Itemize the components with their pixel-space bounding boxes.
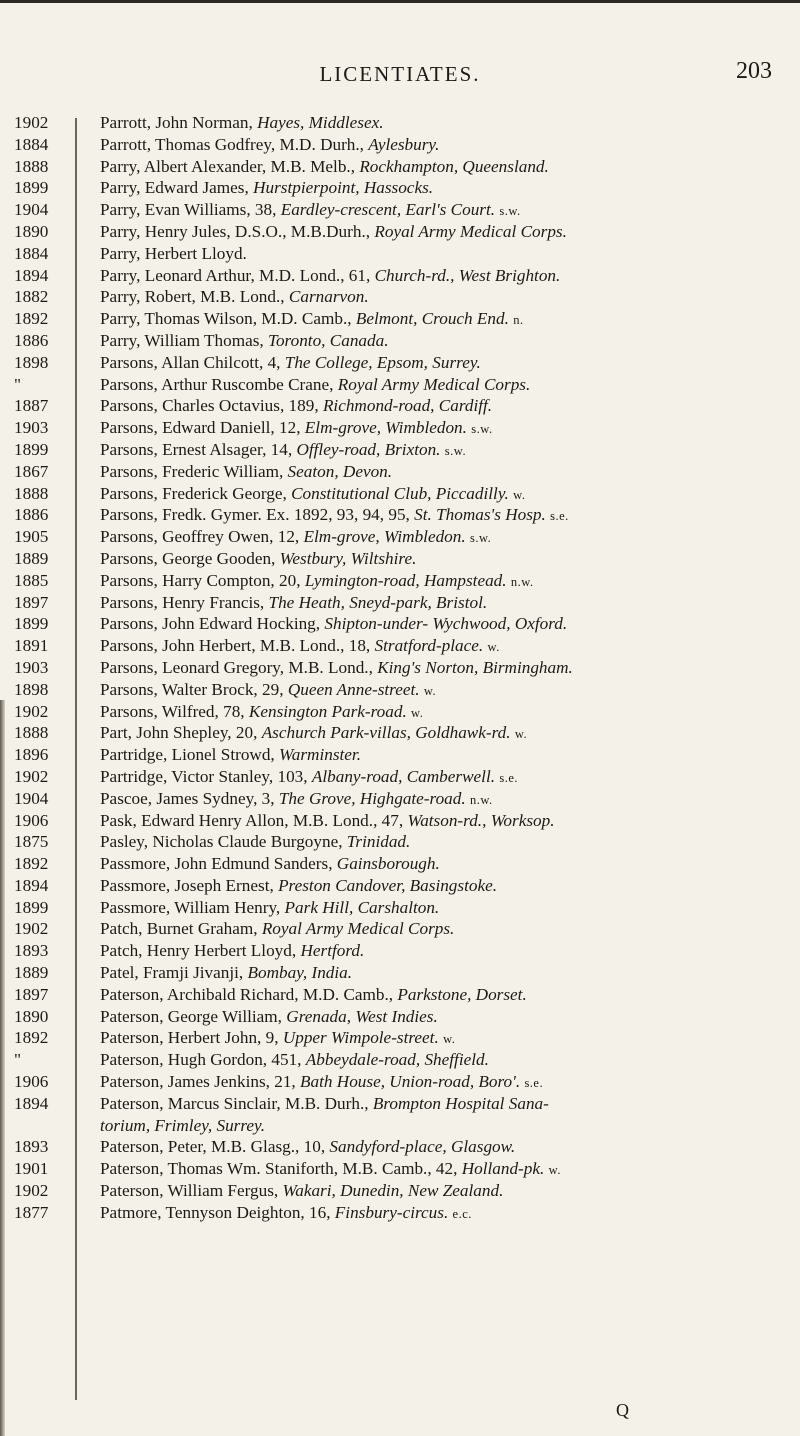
entry-text xyxy=(100,548,794,570)
entry-year: 1899 xyxy=(14,614,49,634)
entry-address: Church-rd., West Brighton. xyxy=(374,265,561,285)
entry-name-qualifications: Parsons, George Gooden, xyxy=(100,548,280,568)
entry-name-qualifications: Partridge, Victor Stanley, 103, xyxy=(100,766,312,786)
entry-address: Carnarvon. xyxy=(288,287,369,307)
entry-postal-district: s.w. xyxy=(471,422,493,437)
entry-address: Rockhampton, Queensland. xyxy=(359,156,549,176)
list-item xyxy=(14,352,794,374)
running-head: LICENTIATES. xyxy=(319,62,481,86)
list-item xyxy=(14,1027,794,1049)
list-item xyxy=(14,156,794,178)
entry-address: Aschurch Park-villas, Goldhawk-rd. xyxy=(261,723,511,743)
entry-year: 1903 xyxy=(14,418,49,438)
entry-year: 1877 xyxy=(14,1202,49,1222)
entry-name-qualifications: Parsons, Frederic William, xyxy=(100,461,288,481)
entry-address: Upper Wimpole-street. xyxy=(282,1028,439,1048)
entry-year: 1882 xyxy=(14,287,49,307)
entry-address: torium, Frimley, Surrey. xyxy=(100,1115,266,1135)
entry-text xyxy=(100,722,794,744)
entry-name-qualifications: Parry, Edward James, xyxy=(100,178,254,198)
entry-address: Stratford-place. xyxy=(374,636,484,656)
entry-name-qualifications: Paterson, Peter, M.B. Glasg., 10, xyxy=(100,1137,330,1157)
entry-name-qualifications: Parry, William Thomas, xyxy=(100,330,268,350)
entry-postal-district: w. xyxy=(423,683,437,698)
entry-name-qualifications: Parsons, John Edward Hocking, xyxy=(100,614,325,634)
entry-address: St. Thomas's Hosp. xyxy=(414,505,546,525)
entry-name-qualifications: Parry, Henry Jules, D.S.O., M.B.Durh., xyxy=(100,221,375,241)
entry-address: Bath House, Union-road, Boro'. xyxy=(300,1072,521,1092)
list-item xyxy=(14,744,794,766)
entry-postal-district: s.e. xyxy=(524,1076,544,1091)
list-item xyxy=(14,962,794,984)
entry-address: Belmont, Crouch End. xyxy=(355,309,509,329)
entry-text xyxy=(100,1180,794,1202)
list-item xyxy=(14,526,794,548)
entry-address: Gainsborough. xyxy=(336,854,440,874)
entry-address: Shipton-under- Wychwood, Oxford. xyxy=(324,614,568,634)
entry-address: The Grove, Highgate-road. xyxy=(278,788,466,808)
entry-year: 1893 xyxy=(14,1137,49,1157)
entry-name-qualifications: Parsons, John Herbert, M.B. Lond., 18, xyxy=(100,636,375,656)
entry-address: Aylesbury. xyxy=(368,134,440,154)
list-item xyxy=(14,613,794,635)
entry-address: Albany-road, Camberwell. xyxy=(311,766,496,786)
entry-postal-district: s.w. xyxy=(444,443,467,458)
entry-address: Abbeydale-road, Sheffield. xyxy=(305,1050,489,1070)
list-item xyxy=(14,330,794,352)
entry-name-qualifications: Parrott, John Norman, xyxy=(100,113,258,132)
entry-name-qualifications: Passmore, John Edmund Sanders, xyxy=(100,854,337,874)
list-item xyxy=(14,221,794,243)
entry-year: 1884 xyxy=(14,243,49,263)
entry-address: Toronto, Canada. xyxy=(267,330,389,350)
list-item xyxy=(14,1006,794,1028)
entry-text xyxy=(100,112,794,134)
entry-address: The Heath, Sneyd-park, Bristol. xyxy=(268,592,488,612)
entry-postal-district: w. xyxy=(411,705,424,720)
entry-text xyxy=(100,461,794,483)
entry-name-qualifications: Passmore, Joseph Ernest, xyxy=(100,875,279,895)
entry-year: 1899 xyxy=(14,178,49,198)
entry-address: Finsbury-circus. xyxy=(334,1202,449,1222)
entry-text xyxy=(100,134,794,156)
entry-text xyxy=(100,156,794,178)
entry-name-qualifications: Passmore, William Henry, xyxy=(100,897,285,917)
entry-name-qualifications: Patch, Henry Herbert Lloyd, xyxy=(100,941,301,961)
entry-text xyxy=(100,1049,794,1071)
entry-year: 1902 xyxy=(14,919,49,939)
entry-address: Park Hill, Carshalton. xyxy=(284,897,440,917)
entry-name-qualifications: Parrott, Thomas Godfrey, M.D. Durh., xyxy=(100,134,369,154)
list-item xyxy=(14,548,794,570)
list-item xyxy=(14,766,794,788)
entry-text xyxy=(100,788,794,810)
entry-address: Westbury, Wiltshire. xyxy=(279,548,417,568)
signature-mark: Q xyxy=(616,1400,629,1420)
entry-name-qualifications: Parsons, Leonard Gregory, M.B. Lond., xyxy=(100,657,378,677)
entry-text xyxy=(100,439,794,461)
entry-text xyxy=(100,679,794,701)
entry-list xyxy=(14,112,794,1224)
entry-year: 1897 xyxy=(14,592,49,612)
entry-year: 1902 xyxy=(14,701,49,721)
entry-address: Hayes, Middlesex. xyxy=(257,113,384,132)
entry-address: Eardley-crescent, Earl's Court. xyxy=(280,200,496,220)
entry-name-qualifications: Parsons, Frederick George, xyxy=(100,483,292,503)
list-item xyxy=(14,1180,794,1202)
entry-name-qualifications: Paterson, James Jenkins, 21, xyxy=(100,1072,301,1092)
entry-text xyxy=(100,635,794,657)
entry-year: 1892 xyxy=(14,854,49,874)
entry-address: Trinidad. xyxy=(346,832,411,852)
entry-text xyxy=(100,1027,794,1049)
entry-name-qualifications: Parsons, Fredk. Gymer. Ex. 1892, 93, 94, 95, xyxy=(100,505,415,525)
entry-year: 1889 xyxy=(14,963,49,983)
entry-postal-district: s.w. xyxy=(499,204,521,219)
entry-year: 1892 xyxy=(14,309,49,329)
entry-name-qualifications: Paterson, Thomas Wm. Staniforth, M.B. Camb., 42, xyxy=(100,1159,462,1179)
entry-year: 1886 xyxy=(14,505,49,525)
entry-year: 1906 xyxy=(14,810,49,830)
entry-text xyxy=(100,1071,794,1093)
list-item xyxy=(14,635,794,657)
entry-postal-district: w. xyxy=(443,1032,456,1047)
entry-name-qualifications: Patch, Burnet Graham, xyxy=(100,919,262,939)
list-item xyxy=(14,286,794,308)
list-item xyxy=(14,1093,794,1115)
entry-year: 1905 xyxy=(14,527,49,547)
entry-address: Sandyford-place, Glasgow. xyxy=(329,1137,516,1157)
list-item xyxy=(14,831,794,853)
entry-address: Offley-road, Brixton. xyxy=(296,439,441,459)
entry-year: 1890 xyxy=(14,1006,49,1026)
entry-text xyxy=(100,897,794,919)
entry-year: 1904 xyxy=(14,788,49,808)
entry-name-qualifications: Parry, Evan Williams, 38, xyxy=(100,200,281,220)
entry-text xyxy=(100,199,794,221)
entry-year: 1902 xyxy=(14,113,49,132)
list-item xyxy=(14,853,794,875)
entry-text xyxy=(100,810,794,832)
entry-year: 1885 xyxy=(14,570,49,590)
entry-postal-district: s.e. xyxy=(550,509,569,524)
list-item xyxy=(14,897,794,919)
entry-text xyxy=(100,417,794,439)
entry-name-qualifications: Paterson, Hugh Gordon, 451, xyxy=(100,1050,306,1070)
entry-address: Kensington Park-road. xyxy=(248,701,407,721)
entry-postal-district: s.e. xyxy=(499,770,518,785)
entry-address: Hertford. xyxy=(300,941,365,961)
entry-year: 1888 xyxy=(14,483,49,503)
entry-name-qualifications: Parsons, Geoffrey Owen, 12, xyxy=(100,527,304,547)
entry-name-qualifications: Paterson, William Fergus, xyxy=(100,1181,283,1201)
entry-name-qualifications: Parry, Robert, M.B. Lond., xyxy=(100,287,289,307)
entry-name-qualifications: Parsons, Arthur Ruscombe Crane, xyxy=(100,374,338,394)
entry-name-qualifications: Part, John Shepley, 20, xyxy=(100,723,262,743)
entry-text xyxy=(100,265,794,287)
entry-name-qualifications: Parsons, Allan Chilcott, 4, xyxy=(100,352,285,372)
entry-address: Queen Anne-street. xyxy=(287,679,420,699)
entry-name-qualifications: Paterson, Archibald Richard, M.D. Camb., xyxy=(100,984,398,1004)
entry-text xyxy=(100,744,794,766)
entry-text xyxy=(100,177,794,199)
entry-year: 1904 xyxy=(14,200,49,220)
entry-year: 1894 xyxy=(14,1093,49,1113)
entry-name-qualifications: Paterson, George William, xyxy=(100,1006,287,1026)
entry-text xyxy=(100,1136,794,1158)
entry-name-qualifications: Paterson, Marcus Sinclair, M.B. Durh., xyxy=(100,1093,373,1113)
list-item xyxy=(14,984,794,1006)
entry-postal-district: s.w. xyxy=(469,531,492,546)
entry-name-qualifications: Parry, Albert Alexander, M.B. Melb., xyxy=(100,156,360,176)
entry-text xyxy=(100,940,794,962)
entry-text xyxy=(100,918,794,940)
entry-text xyxy=(100,831,794,853)
entry-name-qualifications: Parry, Thomas Wilson, M.D. Camb., xyxy=(100,309,356,329)
entry-name-qualifications: Patel, Framji Jivanji, xyxy=(100,963,248,983)
entry-postal-district: w. xyxy=(513,487,526,502)
entry-name-qualifications: Patmore, Tennyson Deighton, 16, xyxy=(100,1202,335,1222)
entry-postal-district: w. xyxy=(514,727,528,742)
list-item xyxy=(14,592,794,614)
entry-address: Parkstone, Dorset. xyxy=(397,984,527,1004)
entry-year: 1887 xyxy=(14,396,49,416)
entry-name-qualifications: Parsons, Harry Compton, 20, xyxy=(100,570,305,590)
list-item xyxy=(14,940,794,962)
list-item xyxy=(14,243,794,265)
entry-address: Wakari, Dunedin, New Zealand. xyxy=(282,1181,504,1201)
entry-address: Seaton, Devon. xyxy=(287,461,393,481)
entry-name-qualifications: Parsons, Wilfred, 78, xyxy=(100,701,249,721)
entry-name-qualifications: Parry, Herbert Lloyd. xyxy=(100,243,247,263)
entry-address: Watson-rd., Worksop. xyxy=(407,810,555,830)
list-item xyxy=(14,504,794,526)
entry-year: 1888 xyxy=(14,156,49,176)
entry-name-qualifications: Pask, Edward Henry Allon, M.B. Lond., 47, xyxy=(100,810,408,830)
entry-year: 1902 xyxy=(14,1181,49,1201)
entry-address: King's Norton, Birmingham. xyxy=(377,657,573,677)
entry-text xyxy=(100,308,794,330)
list-item xyxy=(14,701,794,723)
entry-text xyxy=(100,526,794,548)
entry-postal-district: n.w. xyxy=(469,792,493,807)
list-item xyxy=(14,417,794,439)
entry-text xyxy=(100,984,794,1006)
list-item xyxy=(14,1158,794,1180)
list-item xyxy=(14,308,794,330)
list-item xyxy=(14,461,794,483)
entry-name-qualifications: Pascoe, James Sydney, 3, xyxy=(100,788,279,808)
entry-year: 1888 xyxy=(14,723,49,743)
entry-year: " xyxy=(14,374,22,394)
entry-text xyxy=(100,875,794,897)
list-item xyxy=(14,199,794,221)
list-item xyxy=(14,1115,794,1137)
list-item xyxy=(14,570,794,592)
entry-year: 1889 xyxy=(14,548,49,568)
entry-postal-district: e.c. xyxy=(452,1206,472,1221)
entry-year: 1867 xyxy=(14,461,49,481)
entry-year: 1884 xyxy=(14,134,49,154)
entry-text xyxy=(100,1093,794,1115)
list-item xyxy=(14,918,794,940)
entry-text xyxy=(100,1006,794,1028)
entry-address: Elm-grove, Wimbledon. xyxy=(304,418,467,438)
entry-name-qualifications: Parsons, Walter Brock, 29, xyxy=(100,679,288,699)
entry-name-qualifications: Paterson, Herbert John, 9, xyxy=(100,1028,283,1048)
entry-text xyxy=(100,1158,794,1180)
entry-text xyxy=(100,330,794,352)
entry-address: Royal Army Medical Corps. xyxy=(374,221,567,241)
entry-year: 1898 xyxy=(14,679,49,699)
binding-shadow xyxy=(0,700,5,1436)
list-item xyxy=(14,374,794,396)
entry-address: Warminster. xyxy=(279,745,361,765)
entry-name-qualifications: Parry, Leonard Arthur, M.D. Lond., 61, xyxy=(100,265,375,285)
entry-address: Preston Candover, Basingstoke. xyxy=(278,875,498,895)
top-rule xyxy=(0,0,800,3)
entry-year: 1903 xyxy=(14,657,49,677)
list-item xyxy=(14,679,794,701)
entry-name-qualifications: Parsons, Edward Daniell, 12, xyxy=(100,418,305,438)
entry-address: The College, Epsom, Surrey. xyxy=(284,352,481,372)
entry-year: 1896 xyxy=(14,745,49,765)
entry-text xyxy=(100,504,794,526)
entry-address: Grenada, West Indies. xyxy=(286,1006,438,1026)
entry-year: 1890 xyxy=(14,221,49,241)
entry-name-qualifications: Parsons, Ernest Alsager, 14, xyxy=(100,439,297,459)
entry-address: Bombay, India. xyxy=(247,963,353,983)
list-item xyxy=(14,483,794,505)
entry-name-qualifications: Parsons, Charles Octavius, 189, xyxy=(100,396,323,416)
entry-year: 1906 xyxy=(14,1072,49,1092)
entry-year: 1892 xyxy=(14,1028,49,1048)
entry-text xyxy=(100,243,794,265)
list-item xyxy=(14,657,794,679)
entry-year: 1894 xyxy=(14,265,49,285)
list-item xyxy=(14,112,794,134)
entry-name-qualifications: Partridge, Lionel Strowd, xyxy=(100,745,280,765)
list-item xyxy=(14,810,794,832)
entry-text xyxy=(100,592,794,614)
entry-text xyxy=(100,657,794,679)
entry-text xyxy=(100,221,794,243)
list-item xyxy=(14,134,794,156)
entry-year: 1899 xyxy=(14,897,49,917)
entry-year xyxy=(14,1115,72,1137)
entry-address: Hurstpierpoint, Hassocks. xyxy=(253,178,434,198)
entry-year: 1875 xyxy=(14,832,49,852)
entry-year: 1894 xyxy=(14,875,49,895)
list-item xyxy=(14,875,794,897)
entry-address: Royal Army Medical Corps. xyxy=(261,919,455,939)
entry-year: 1902 xyxy=(14,766,49,786)
entry-text xyxy=(100,1115,794,1137)
entry-year: 1897 xyxy=(14,984,49,1004)
entry-address: Holland-pk. xyxy=(461,1159,545,1179)
list-item xyxy=(14,1049,794,1071)
entry-year: 1891 xyxy=(14,636,49,656)
entry-year: 1886 xyxy=(14,330,49,350)
entry-year: " xyxy=(14,1050,22,1070)
entry-text xyxy=(100,766,794,788)
entry-postal-district: w. xyxy=(548,1163,561,1178)
list-item xyxy=(14,1136,794,1158)
entry-text xyxy=(100,701,794,723)
entry-text xyxy=(100,352,794,374)
entry-postal-district: w. xyxy=(487,640,500,655)
entry-text xyxy=(100,1202,794,1224)
list-item xyxy=(14,439,794,461)
entry-year: 1893 xyxy=(14,941,49,961)
entry-text xyxy=(100,962,794,984)
entry-name-qualifications: Parsons, Henry Francis, xyxy=(100,592,269,612)
entry-year: 1901 xyxy=(14,1159,49,1179)
entry-text xyxy=(100,286,794,308)
entry-address: Brompton Hospital Sana- xyxy=(372,1093,549,1113)
page-number: 203 xyxy=(736,58,772,84)
entry-text xyxy=(100,570,794,592)
entry-text xyxy=(100,483,794,505)
entry-text xyxy=(100,374,794,396)
entry-name-qualifications: Pasley, Nicholas Claude Burgoyne, xyxy=(100,832,347,852)
entry-year: 1899 xyxy=(14,439,49,459)
list-item xyxy=(14,1071,794,1093)
list-item xyxy=(14,788,794,810)
entry-year: 1898 xyxy=(14,352,49,372)
list-item xyxy=(14,265,794,287)
list-item xyxy=(14,722,794,744)
entry-text xyxy=(100,395,794,417)
entry-postal-district: n. xyxy=(513,313,524,328)
entry-address: Constitutional Club, Piccadilly. xyxy=(291,483,509,503)
list-item xyxy=(14,395,794,417)
entry-text xyxy=(100,853,794,875)
entry-address: Richmond-road, Cardiff. xyxy=(322,396,493,416)
list-item xyxy=(14,1202,794,1224)
entry-text xyxy=(100,613,794,635)
list-item xyxy=(14,177,794,199)
entry-postal-district: n.w. xyxy=(510,574,534,589)
entry-address: Elm-grove, Wimbledon. xyxy=(303,527,466,547)
entry-address: Lymington-road, Hampstead. xyxy=(304,570,507,590)
entry-address: Royal Army Medical Corps. xyxy=(337,374,531,394)
